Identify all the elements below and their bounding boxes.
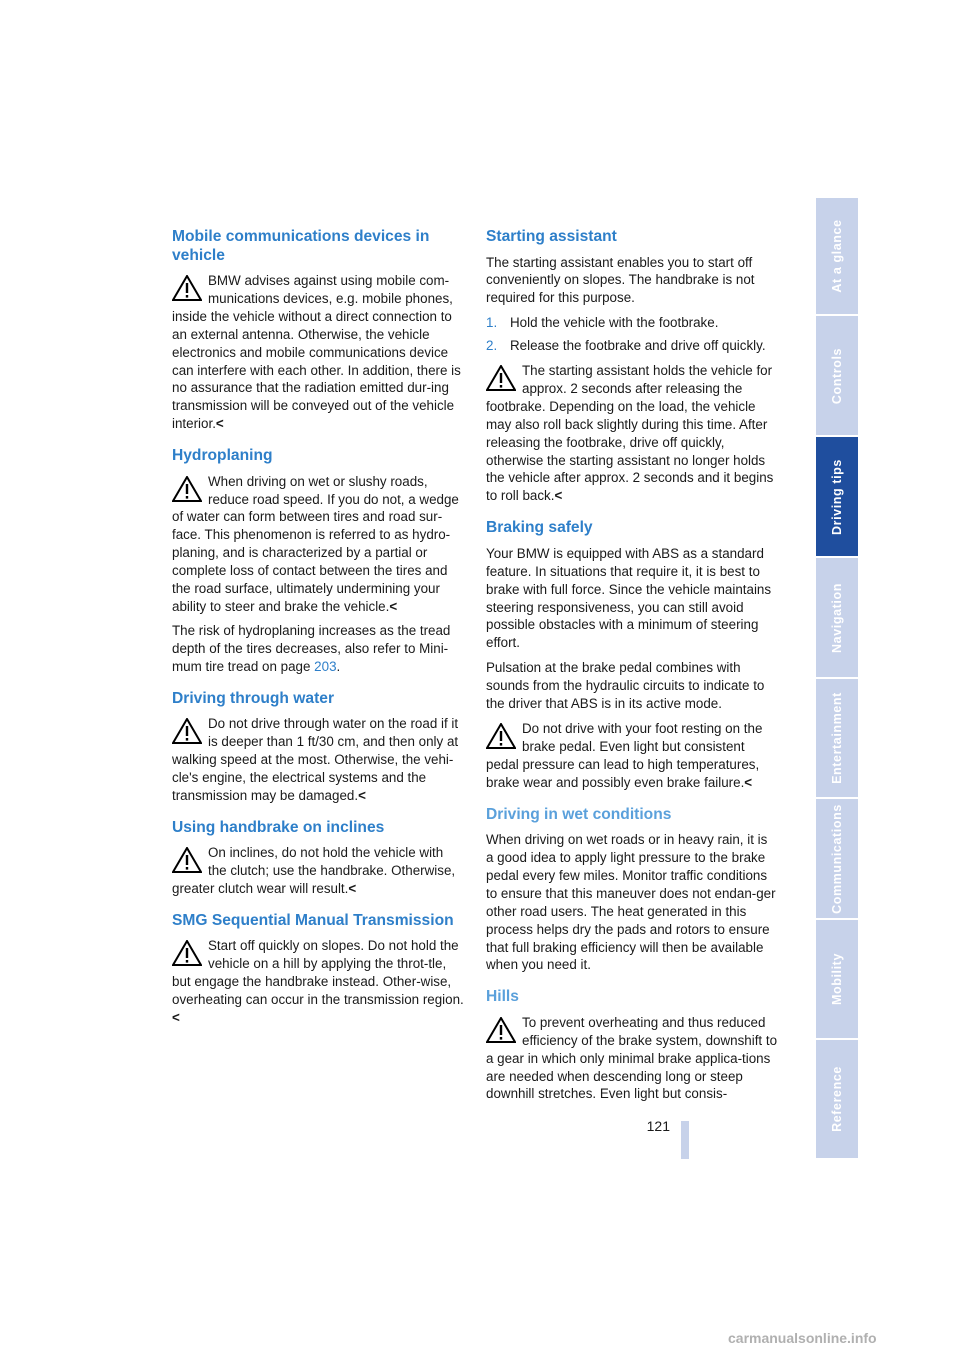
heading-handbrake-inclines: Using handbrake on inclines [172, 818, 385, 836]
warning-triangle-icon [172, 847, 208, 879]
warning-text: Do not drive through water on the road if it is deeper than 1 ft/30 cm, and then only at walking speed at the most. Otherwise, the vehi-cle's engine, the electrical systems and the transmission may be damaged. [172, 716, 459, 803]
heading-driving-through-water: Driving through water [172, 689, 335, 707]
step-text: Release the footbrake and drive off quickly. [510, 338, 766, 354]
section-wet-conditions [486, 806, 778, 975]
page-number-bar [681, 1121, 689, 1159]
end-mark: < [215, 416, 224, 432]
tab-navigation[interactable] [816, 558, 858, 679]
tab-driving-tips[interactable] [816, 437, 858, 558]
warning-text: Do not drive with your foot resting on the brake pedal. Even light but consistent pedal pressure can lead to high temperatures, brake wear and possibly even brake failure. [486, 720, 763, 790]
warning-text: When driving on wet or slushy roads, reduce road speed. If you do not, a wedge of water can form between tires and road sur-face. This phenomenon is referred to as hydro-planing, and is characterized by a partial or complete loss of contact between the tires and the road surface, ultimately undermining your ability to steer and brake the vehicle. [172, 473, 459, 614]
warning-handbrake-inclines [172, 844, 464, 898]
warning-driving-through-water [172, 715, 464, 805]
warning-starting-assistant [486, 362, 778, 505]
tab-communications[interactable] [816, 799, 858, 920]
left-column [172, 228, 464, 1041]
heading-hills: Hills [486, 988, 519, 1006]
heading-hydroplaning: Hydroplaning [172, 447, 273, 465]
tab-label: Navigation [830, 582, 844, 653]
section-starting-assistant [486, 228, 778, 505]
warning-triangle-icon [172, 275, 208, 307]
section-driving-through-water [172, 690, 464, 805]
heading-braking-safely: Braking safely [486, 519, 593, 537]
warning-triangle-icon [486, 365, 522, 397]
hydroplaning-text-end: . [336, 658, 341, 674]
warning-smg [172, 937, 464, 1027]
warning-mobile-devices [172, 272, 464, 433]
end-mark: < [358, 787, 366, 803]
end-mark: < [389, 599, 398, 614]
heading-smg: SMG Sequential Manual Transmission [172, 911, 454, 929]
warning-triangle-icon [172, 718, 208, 750]
warning-text: BMW advises against using mobile com-munications devices, e.g. mobile phones, inside the vehicle without a direct connection to an external antenna. Otherwise, the vehicle electronics and mobile communications device can interfere with each other. In addition, there is no assurance that the radiation emitted dur-ing transmission will be conveyed out of the vehicle interior. [172, 273, 461, 432]
heading-mobile-devices: Mobile communications devices in vehicle [172, 228, 430, 264]
tab-entertainment[interactable] [816, 679, 858, 799]
right-column [486, 228, 778, 1117]
watermark: carmanualsonline.info [728, 1330, 877, 1346]
tab-label: Driving tips [830, 458, 844, 535]
tab-reference[interactable] [816, 1040, 858, 1160]
warning-triangle-icon [486, 723, 522, 755]
tab-mobility[interactable] [816, 920, 858, 1040]
starting-steps [486, 314, 778, 355]
page-number: 121 [646, 1118, 670, 1134]
tab-label: Entertainment [830, 692, 844, 784]
end-mark: < [554, 488, 563, 504]
tab-at-a-glance[interactable] [816, 198, 858, 316]
tab-label: Mobility [830, 952, 844, 1006]
braking-paragraph-1: Your BMW is equipped with ABS as a standard feature. In situations that require it, it is best to brake with full force. Since the vehicle maintains steering responsiveness, you can still avoid possible obstacles with a minimum of steering effort. [486, 545, 772, 651]
section-hills [486, 988, 778, 1103]
warning-hydroplaning [172, 473, 464, 616]
warning-hills [486, 1014, 778, 1104]
section-smg [172, 912, 464, 1027]
heading-starting-assistant: Starting assistant [486, 228, 617, 245]
section-mobile-devices [172, 228, 464, 433]
warning-text: Start off quickly on slopes. Do not hold the vehicle on a hill by applying the throt-tle, but engage the handbrake instead. Other-wise, overheating can occur in the transmission region. [172, 938, 464, 1008]
step-text: Hold the vehicle with the footbrake. [510, 315, 719, 331]
section-hydroplaning [172, 447, 464, 675]
list-item [486, 314, 778, 332]
warning-braking-safely [486, 720, 778, 792]
end-mark: < [348, 880, 357, 896]
tab-label: Communications [830, 803, 844, 914]
list-item [486, 337, 778, 355]
warning-text: On inclines, do not hold the vehicle with the clutch; use the handbrake. Otherwise, greater clutch wear will result. [172, 845, 456, 896]
heading-wet-conditions: Driving in wet conditions [486, 805, 672, 823]
warning-triangle-icon [172, 476, 208, 508]
starting-intro: The starting assistant enables you to start off conveniently on slopes. The handbrake is not required for this purpose. [486, 254, 755, 306]
end-mark: < [172, 1010, 180, 1025]
step-number: 2. [486, 338, 498, 354]
tab-label: Controls [830, 347, 844, 404]
hydroplaning-text: The risk of hydroplaning increases as the tread depth of the tires decreases, also refer to Mini-mum tire tread on page [172, 622, 451, 674]
chapter-tabs [816, 198, 858, 1160]
section-braking-safely [486, 519, 778, 791]
warning-triangle-icon [172, 940, 208, 972]
braking-paragraph-2: Pulsation at the brake pedal combines with sounds from the hydraulic circuits to indicate to the driver that ABS is in its active mode. [486, 660, 765, 712]
warning-text: To prevent overheating and thus reduced efficiency of the brake system, downshift to a gear in which only minimal brake applica-tions are needed when descending long or steep downhill stretches. Even light but consis- [486, 1014, 778, 1102]
wet-conditions-paragraph: When driving on wet roads or in heavy rain, it is a good idea to apply light pressure to the brake pedal every few miles. Monitor traffic conditions to ensure that this maneuver does not endan-ger other road users. The heat generated in this process helps dry the pads and rotors to ensure that full braking efficiency will then be available when you need it. [486, 832, 776, 973]
tab-label: Reference [830, 1066, 844, 1132]
hydroplaning-paragraph [172, 622, 464, 676]
warning-triangle-icon [486, 1017, 522, 1049]
page-link[interactable]: 203 [314, 658, 337, 674]
step-number: 1. [486, 315, 498, 331]
tab-label: At a glance [830, 219, 844, 293]
end-mark: < [744, 774, 753, 790]
warning-text: The starting assistant holds the vehicle for approx. 2 seconds after releasing the footbrake. Depending on the load, the vehicle may also roll back slightly during this time. After releasing the footbrake, drive off quickly, otherwise the starting assistant no longer holds the vehicle after approx. 2 seconds and it begins to roll back. [486, 363, 774, 504]
tab-controls[interactable] [816, 316, 858, 437]
section-handbrake-inclines [172, 819, 464, 898]
